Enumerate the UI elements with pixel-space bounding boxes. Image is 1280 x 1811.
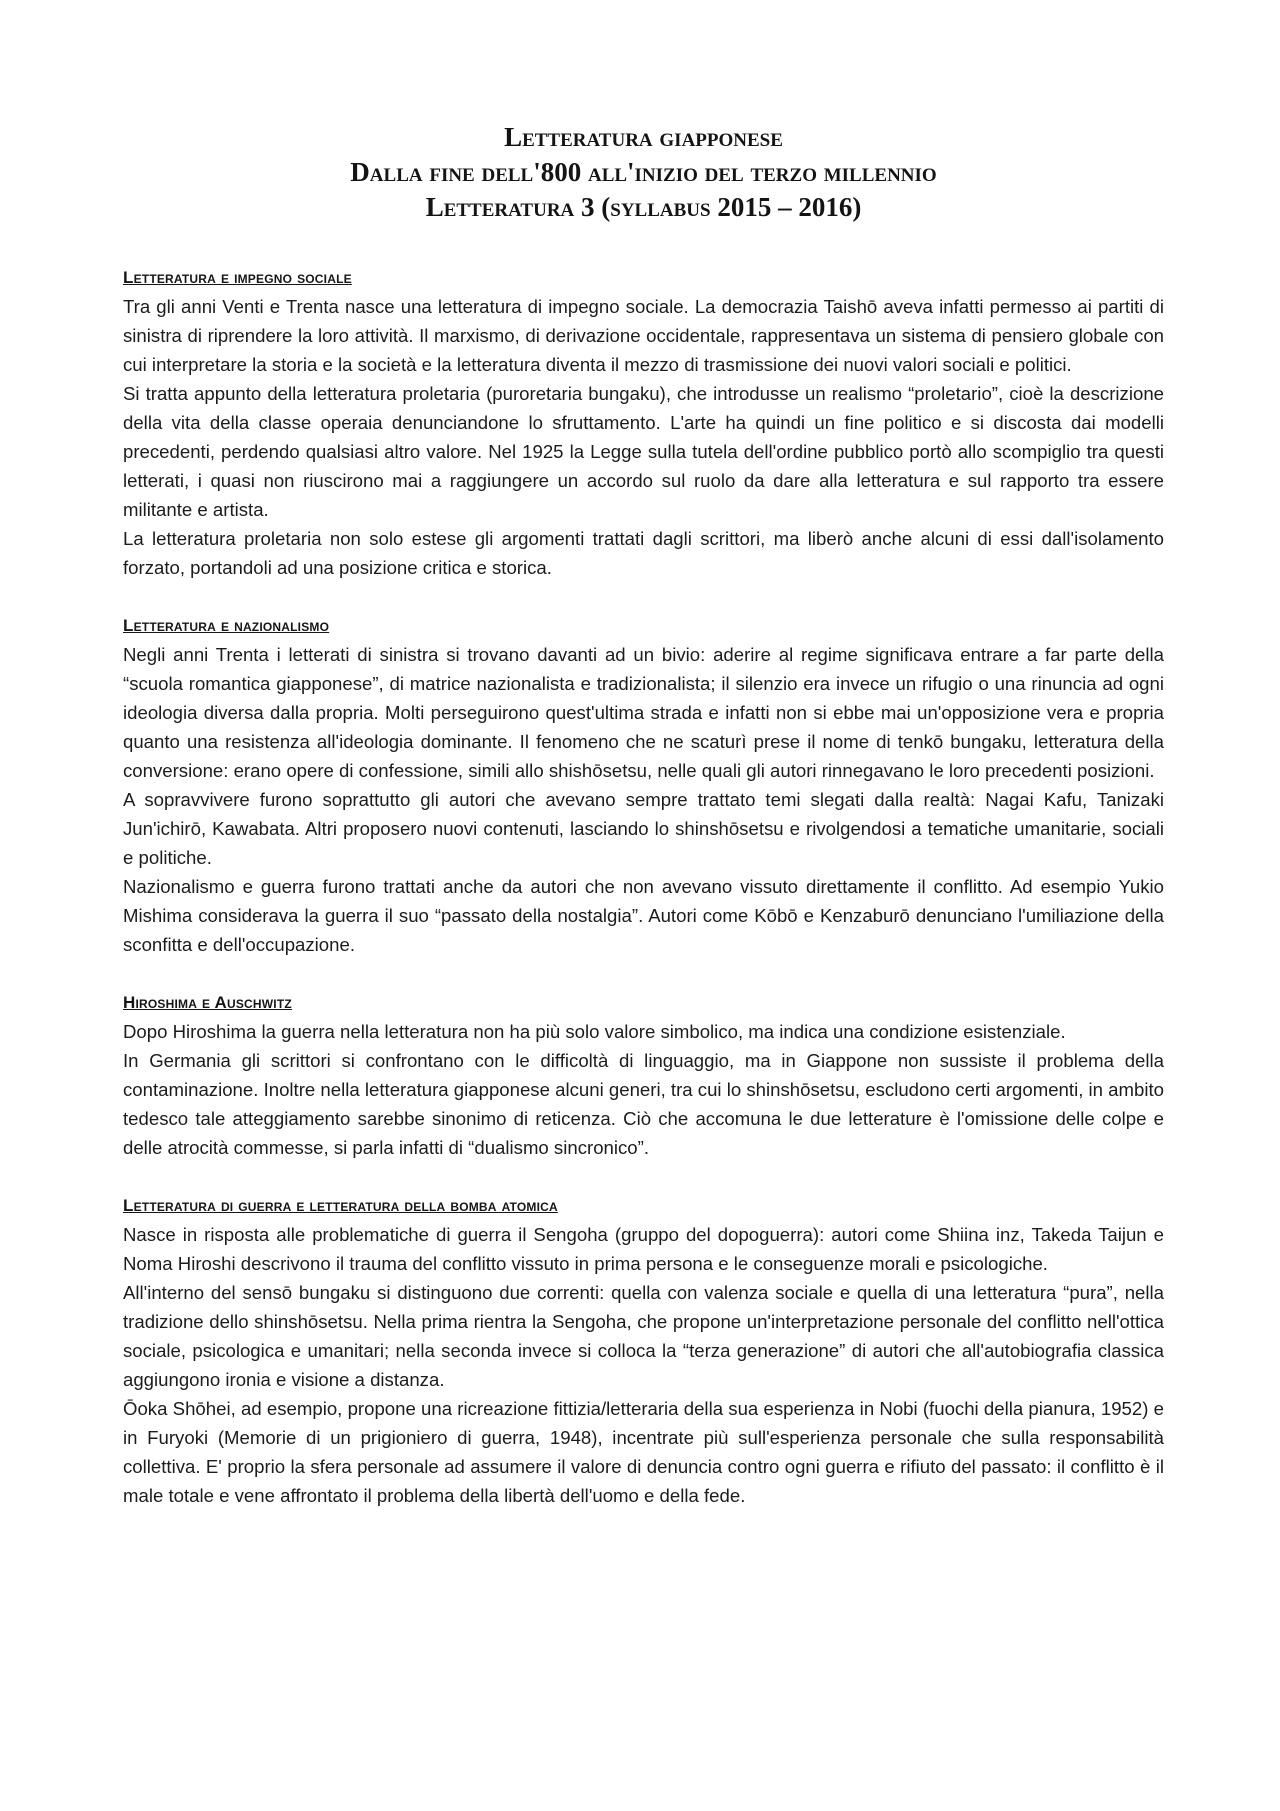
section-hiroshima-auschwitz: [123, 988, 1164, 1162]
document-page: [123, 120, 1164, 1539]
document-title: [123, 120, 1164, 225]
section-heading: Letteratura di guerra e letteratura della bomba atomica: [123, 1196, 558, 1215]
paragraph: Ōoka Shōhei, ad esempio, propone una ricreazione fittizia/letteraria della sua esperienza in Nobi (fuochi della pianura, 1952) e in Furyoki (Memorie di un prigioniero di guerra, 1948), incentrate più sull'esperienza personale che sulla responsabilità collettiva. E' proprio la sfera personale ad assumere il valore di denuncia contro ogni guerra e rifiuto del passato: il conflitto è il male totale e vene affrontato il problema della libertà dell'uomo e della fede.: [123, 1398, 1164, 1506]
paragraph: Tra gli anni Venti e Trenta nasce una letteratura di impegno sociale. La democrazia Taishō aveva infatti permesso ai partiti di sinistra di riprendere la loro attività. Il marxismo, di derivazione occidentale, rappresentava un sistema di pensiero globale con cui interpretare la storia e la società e la letteratura diventa il mezzo di trasmissione dei nuovi valori sociali e politici.: [123, 296, 1164, 375]
paragraph: All'interno del sensō bungaku si distinguono due correnti: quella con valenza sociale e quella di una letteratura “pura”, nella tradizione dello shinshōsetsu. Nella prima rientra la Sengoha, che propone un'interpretazione personale del conflitto nell'ottica sociale, psicologica e umanitari; nella seconda invece si colloca la “terza generazione” di autori che all'autobiografia classica aggiungono ironia e visione a distanza.: [123, 1282, 1164, 1390]
title-line-3: Letteratura 3 (syllabus 2015 – 2016): [425, 192, 862, 222]
title-line-1: Letteratura giapponese: [504, 122, 783, 152]
paragraph: Dopo Hiroshima la guerra nella letteratura non ha più solo valore simbolico, ma indica una condizione esistenziale.: [123, 1021, 1066, 1042]
paragraph: Nasce in risposta alle problematiche di guerra il Sengoha (gruppo del dopoguerra): autori come Shiina inz, Takeda Taijun e Noma Hiroshi descrivono il trauma del conflitto vissuto in prima persona e le conseguenze morali e psicologiche.: [123, 1224, 1164, 1274]
paragraph: Si tratta appunto della letteratura proletaria (puroretaria bungaku), che introdusse un realismo “proletario”, cioè la descrizione della vita della classe operaia denunciandone lo sfruttamento. L'arte ha quindi un fine politico e si discosta dai modelli precedenti, perdendo qualsiasi altro valore. Nel 1925 la Legge sulla tutela dell'ordine pubblico portò allo scompiglio tra questi letterati, i quasi non riuscirono mai a raggiungere un accordo sul ruolo da dare alla letteratura e sul rapporto tra essere militante e artista.: [123, 383, 1164, 520]
title-line-2: Dalla fine dell'800 all'inizio del terzo millennio: [350, 157, 937, 187]
section-heading: Letteratura e impegno sociale: [123, 268, 352, 287]
section-heading: Hiroshima e Auschwitz: [123, 993, 292, 1012]
paragraph: La letteratura proletaria non solo estese gli argomenti trattati dagli scrittori, ma liberò anche alcuni di essi dall'isolamento forzato, portandoli ad una posizione critica e storica.: [123, 528, 1164, 578]
section-letteratura-di-guerra: [123, 1191, 1164, 1510]
section-nazionalismo: [123, 611, 1164, 959]
section-heading: Letteratura e nazionalismo: [123, 616, 330, 635]
paragraph: In Germania gli scrittori si confrontano con le difficoltà di linguaggio, ma in Giappone non sussiste il problema della contaminazione. Inoltre nella letteratura giapponese alcuni generi, tra cui lo shinshōsetsu, escludono certi argomenti, in ambito tedesco tale atteggiamento sarebbe sinonimo di reticenza. Ciò che accomuna le due letterature è l'omissione delle colpe e delle atrocità commesse, si parla infatti di “dualismo sincronico”.: [123, 1050, 1164, 1158]
paragraph: Nazionalismo e guerra furono trattati anche da autori che non avevano vissuto direttamente il conflitto. Ad esempio Yukio Mishima considerava la guerra il suo “passato della nostalgia”. Autori come Kōbō e Kenzaburō denunciano l'umiliazione della sconfitta e dell'occupazione.: [123, 876, 1164, 955]
paragraph: A sopravvivere furono soprattutto gli autori che avevano sempre trattato temi slegati dalla realtà: Nagai Kafu, Tanizaki Jun'ichirō, Kawabata. Altri proposero nuovi contenuti, lasciando lo shinshōsetsu e rivolgendosi a tematiche umanitarie, sociali e politiche.: [123, 789, 1164, 868]
section-impegno-sociale: [123, 263, 1164, 582]
paragraph: Negli anni Trenta i letterati di sinistra si trovano davanti ad un bivio: aderire al regime significava entrare a far parte della “scuola romantica giapponese”, di matrice nazionalista e tradizionalista; il silenzio era invece un rifugio o una rinuncia ad ogni ideologia diversa dalla propria. Molti perseguirono quest'ultima strada e infatti non si ebbe mai un'opposizione vera e propria quanto una resistenza all'ideologia dominante. Il fenomeno che ne scaturì prese il nome di tenkō bungaku, letteratura della conversione: erano opere di confessione, simili allo shishōsetsu, nelle quali gli autori rinnegavano le loro precedenti posizioni.: [123, 644, 1164, 781]
